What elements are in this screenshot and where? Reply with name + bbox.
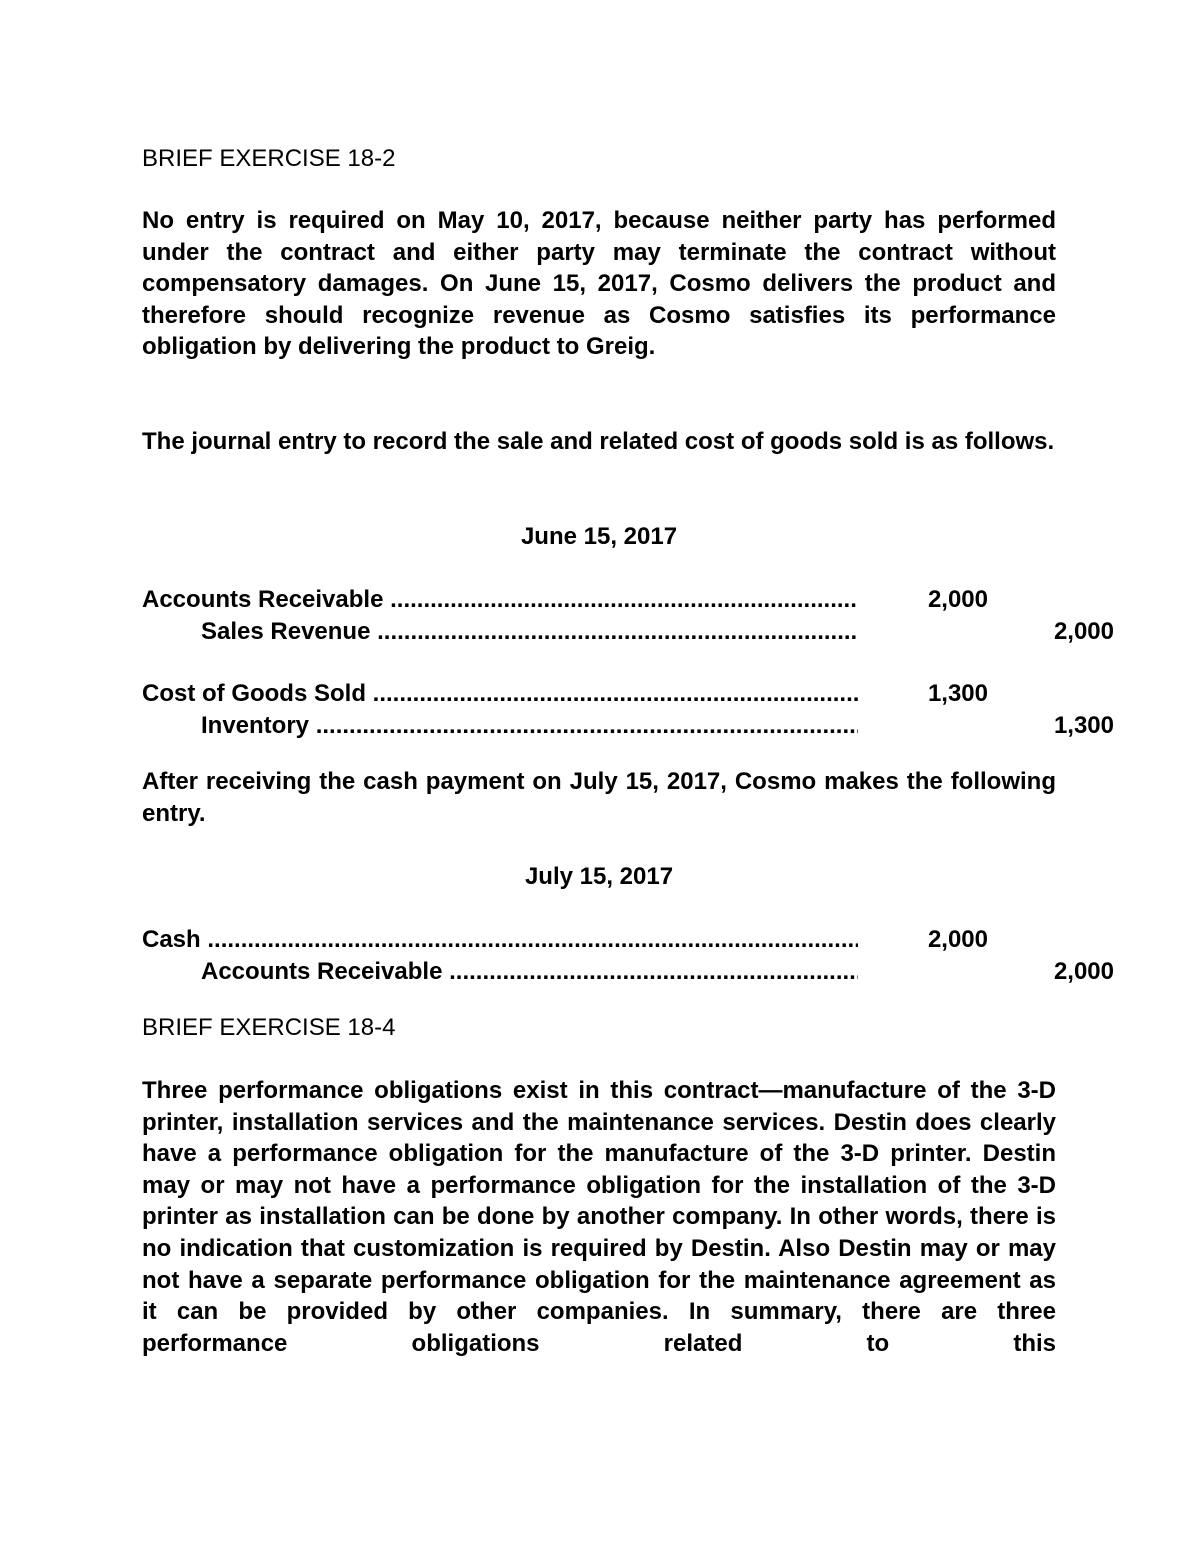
journal-row xyxy=(0,584,1200,616)
be2-paragraph-3: After receiving the cash payment on July 15, 2017, Cosmo makes the following entry. xyxy=(142,768,1056,827)
entry-date-july: July 15, 2017 xyxy=(524,863,674,890)
account-name: Cost of Goods Sold ..... xyxy=(142,678,858,710)
debit-amount: 2,000 xyxy=(927,586,988,613)
entry-date-june: June 15, 2017 xyxy=(520,523,678,550)
be4-paragraph-1: Three performance obligations exist in this contract—manufacture of the 3-D printer, installation services and the maintenance services. Destin does clearly have a performance obligation for the manufacture of the 3-D printer. Destin may or may not have a performance obligation for the installation of the 3-D printer as installation can be done by another company. In other words, there is no indication that customization is required by Destin. Also Destin may or may not have a separate performance obligation for the maintenance agreement as it can be provided by other companies. In summary, there are three performance obligations related to this xyxy=(142,1077,1056,1357)
be2-paragraph-1: No entry is required on May 10, 2017, because neither party has performed under the contract and either party may terminate the contract without compensatory damages. On June 15, 2017, Cosmo delivers the product and therefore should recognize revenue as Cosmo satisfies its performance obligation by delivering the product to Greig. xyxy=(142,207,1056,361)
credit-amount: 2,000 xyxy=(1053,618,1114,645)
account-name: Sales Revenue ..... xyxy=(201,616,858,648)
debit-amount: 1,300 xyxy=(927,680,988,707)
credit-amount: 1,300 xyxy=(1053,712,1114,739)
credit-amount: 2,000 xyxy=(1053,958,1114,985)
debit-amount: 2,000 xyxy=(927,926,988,953)
be4-heading: BRIEF EXERCISE 18-4 xyxy=(142,1014,396,1041)
journal-row xyxy=(0,924,1200,956)
account-name: Accounts Receivable ..... xyxy=(201,956,858,988)
be2-heading: BRIEF EXERCISE 18-2 xyxy=(142,145,396,172)
journal-row xyxy=(0,956,1200,988)
account-name: Accounts Receivable ..... xyxy=(142,584,858,616)
account-name: Inventory ..... xyxy=(201,710,858,742)
be2-paragraph-2: The journal entry to record the sale and related cost of goods sold is as follows. xyxy=(142,428,1055,455)
journal-row xyxy=(0,616,1200,648)
account-name: Cash ..... xyxy=(142,924,858,956)
journal-row xyxy=(0,710,1200,742)
journal-row xyxy=(0,678,1200,710)
